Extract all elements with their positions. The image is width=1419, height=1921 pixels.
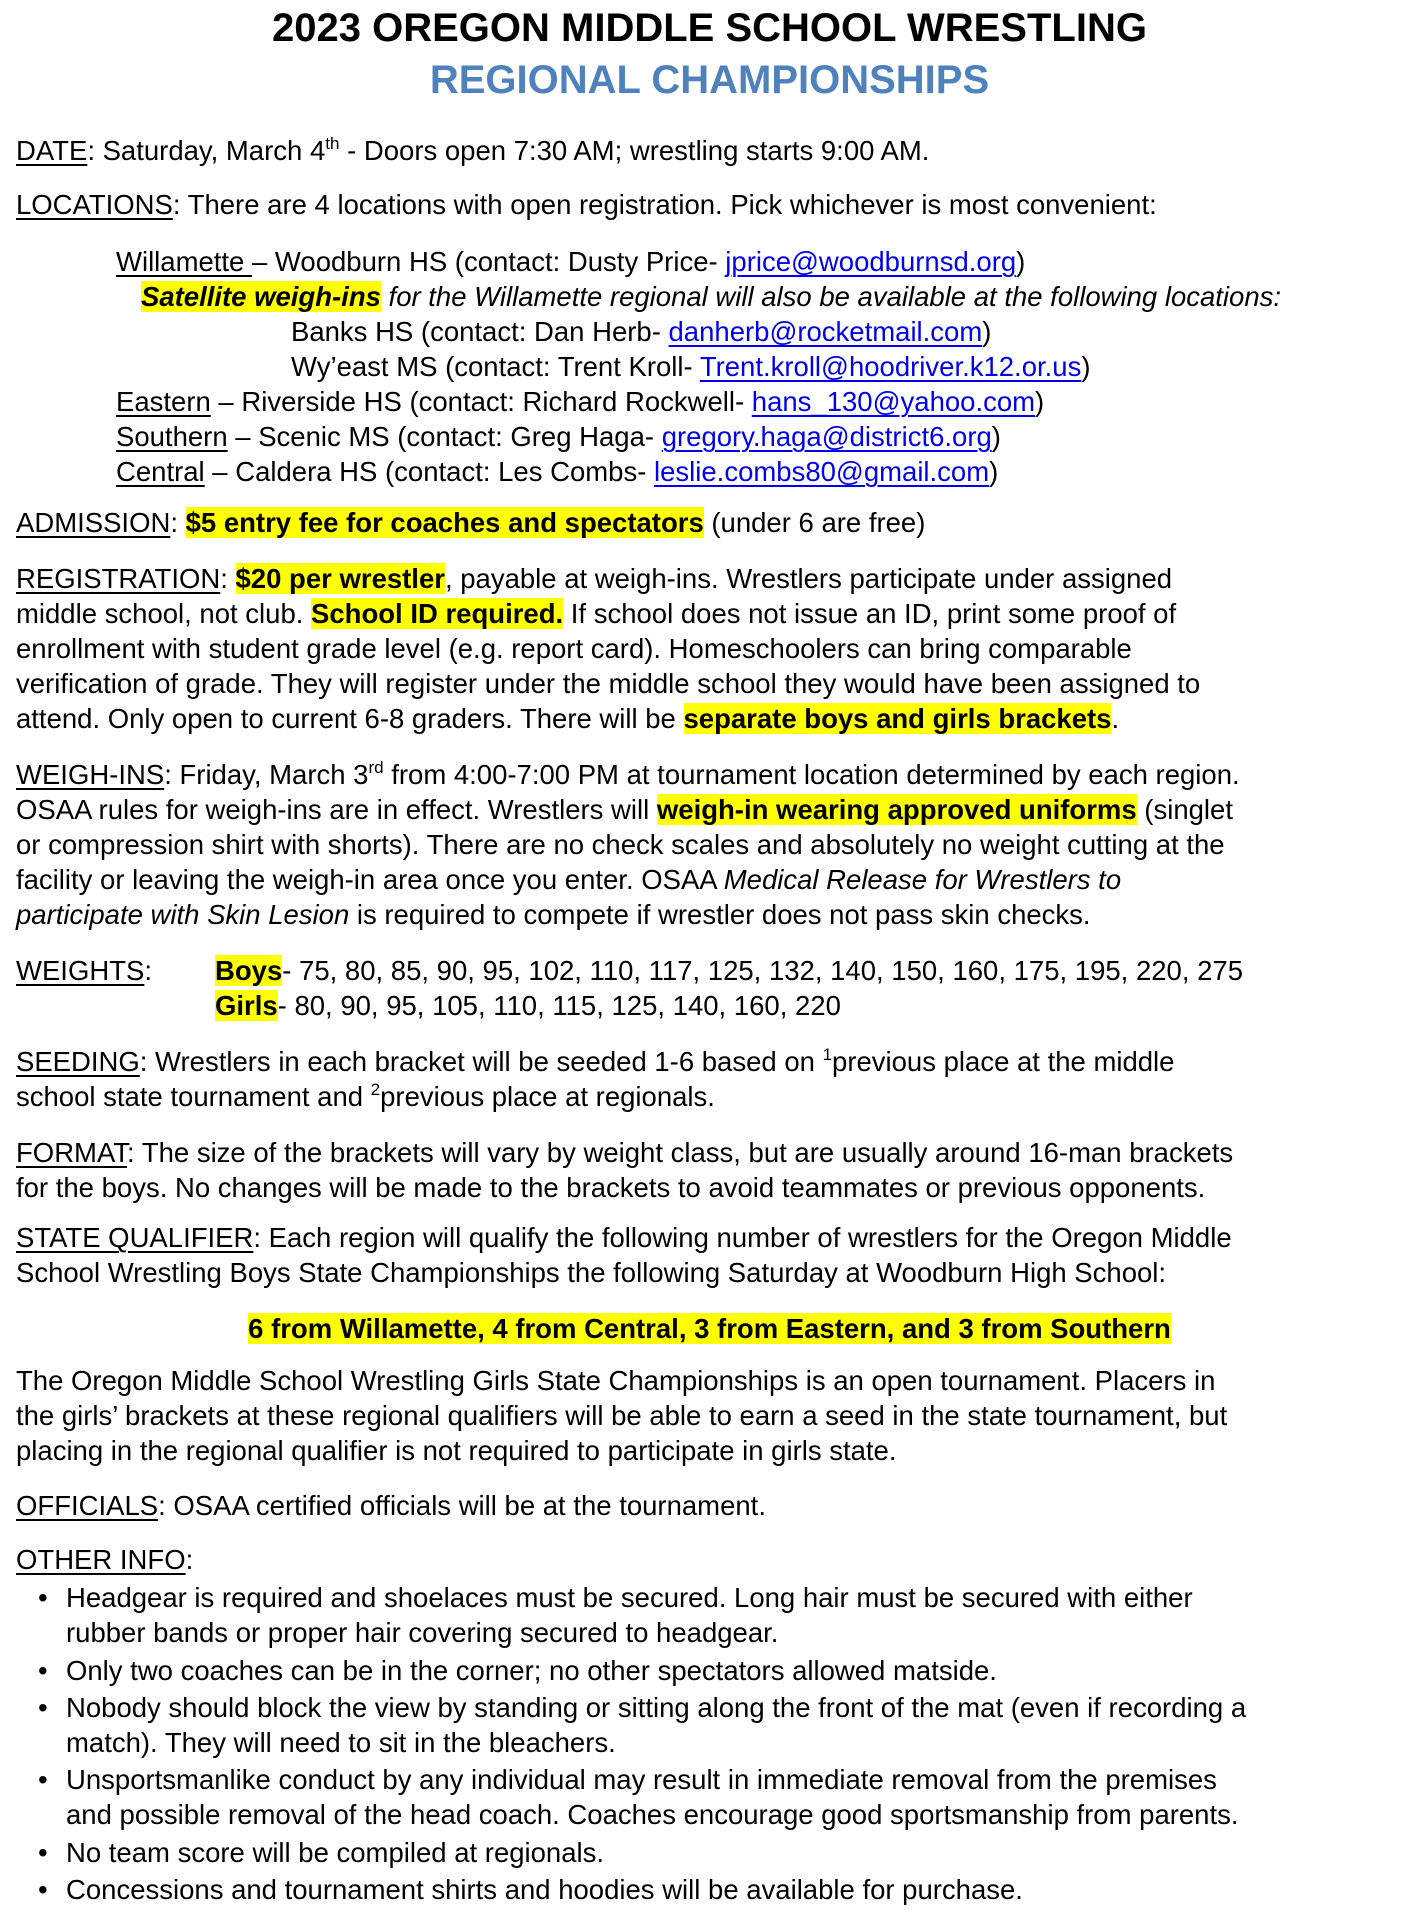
weights-label: WEIGHTS — [16, 955, 145, 986]
weighins-sup: rd — [368, 758, 384, 777]
bullet-item-3-cont: match). They will need to sit in the bleachers. — [66, 1727, 616, 1758]
weighins-label: WEIGH-INS — [16, 759, 165, 790]
eastern-close: ) — [1035, 386, 1045, 417]
girls-label: Girls — [215, 990, 278, 1021]
registration-text-1: , payable at weigh-ins. Wrestlers participate under assigned — [444, 563, 1173, 594]
weighins-text-2a: OSAA rules for weigh-ins are in effect. Wrestlers will — [16, 794, 657, 825]
weighins-line-4 — [16, 862, 1121, 897]
region-southern: Southern — [116, 421, 228, 452]
satellite-highlight: Satellite weigh-ins — [141, 281, 381, 312]
admission-fee: $5 entry fee for coaches and spectators — [185, 507, 704, 538]
satellite-line — [141, 279, 1281, 314]
central-close: ) — [989, 456, 999, 487]
bullet-item-2: • Only two coaches can be in the corner; no other spectators allowed matside. — [66, 1653, 997, 1688]
eastern-text: – Riverside HS (contact: Richard Rockwell- — [210, 386, 752, 417]
registration-line-5 — [16, 701, 1119, 736]
admission-rest: (under 6 are free) — [703, 507, 926, 538]
bullet-item-5: • No team score will be compiled at regionals. — [66, 1835, 604, 1870]
banks-email-link[interactable]: danherb@rocketmail.com — [668, 316, 983, 347]
girls-state-line-3: placing in the regional qualifier is not required to participate in girls state. — [16, 1435, 897, 1466]
weighins-line-5 — [16, 897, 1091, 932]
admission-label: ADMISSION — [16, 507, 171, 538]
region-central: Central — [116, 456, 205, 487]
weighins-text-1a: : Friday, March 3 — [164, 759, 369, 790]
separate-brackets: separate boys and girls brackets — [683, 703, 1112, 734]
willamette-close: ) — [1016, 246, 1026, 277]
seeding-sup-2: 2 — [370, 1080, 381, 1099]
weighins-text-2b: (singlet — [1136, 794, 1233, 825]
location-southern — [116, 419, 1001, 454]
seeding-label: SEEDING — [16, 1046, 140, 1077]
weighins-line-1 — [16, 757, 1240, 792]
date-label: DATE — [16, 135, 88, 166]
school-id-required: School ID required. — [311, 598, 564, 629]
weights-label-line — [16, 953, 152, 988]
weights-colon: : — [144, 955, 152, 986]
registration-text-2b: If school does not issue an ID, print some proof of — [563, 598, 1177, 629]
registration-text-5b: . — [1111, 703, 1120, 734]
location-willamette — [116, 244, 1025, 279]
state-qualifier-label: STATE QUALIFIER — [16, 1222, 254, 1253]
location-central — [116, 454, 998, 489]
weighins-text-5b: is required to compete if wrestler does not pass skin checks. — [349, 899, 1091, 930]
satellite-text: for the Willamette regional will also be available at the following locations: — [380, 281, 1282, 312]
other-info-label: OTHER INFO — [16, 1544, 186, 1575]
registration-fee: $20 per wrestler — [235, 563, 445, 594]
willamette-email-link[interactable]: jprice@woodburnsd.org — [725, 246, 1017, 277]
boys-weights: - 75, 80, 85, 90, 95, 102, 110, 117, 125, 132, 140, 150, 160, 175, 195, 220, 275 — [282, 955, 1243, 986]
other-info-line — [16, 1542, 193, 1577]
weights-girls — [215, 988, 841, 1023]
date-line — [16, 133, 929, 168]
girls-state-line-2: the girls’ brackets at these regional qualifiers will be able to earn a seed in the state tournament, but — [16, 1400, 1228, 1431]
medical-release-title-cont: participate with Skin Lesion — [16, 899, 350, 930]
officials-text: : OSAA certified officials will be at the tournament. — [158, 1490, 766, 1521]
bullet-item-3: • Nobody should block the view by standing or sitting along the front of the mat (even if recording a — [66, 1690, 1246, 1725]
locations-intro: : There are 4 locations with open registration. Pick whichever is most convenient: — [172, 189, 1157, 220]
admission-line — [16, 505, 925, 540]
region-eastern: Eastern — [116, 386, 211, 417]
state-qualifier-line-2: School Wrestling Boys State Championships the following Saturday at Woodburn High School: — [16, 1257, 1167, 1288]
central-email-link[interactable]: leslie.combs80@gmail.com — [654, 456, 990, 487]
weighins-line-2 — [16, 792, 1233, 827]
banks-close: ) — [982, 316, 992, 347]
registration-colon: : — [220, 563, 236, 594]
date-text-rest: - Doors open 7:30 AM; wrestling starts 9:00 AM. — [339, 135, 930, 166]
southern-close: ) — [991, 421, 1001, 452]
medical-release-title: Medical Release for Wrestlers to — [723, 864, 1122, 895]
location-banks — [291, 314, 991, 349]
location-eastern — [116, 384, 1044, 419]
central-text: – Caldera HS (contact: Les Combs- — [204, 456, 655, 487]
seeding-text-1b: previous place at the middle — [832, 1046, 1175, 1077]
seeding-text-1a: : Wrestlers in each bracket will be seeded 1-6 based on — [139, 1046, 823, 1077]
locations-line — [16, 187, 1157, 222]
format-text-1: : The size of the brackets will vary by weight class, but are usually around 16-man brackets — [127, 1137, 1234, 1168]
state-qualifier-text-1: : Each region will qualify the following number of wrestlers for the Oregon Middle — [253, 1222, 1232, 1253]
bullet-item-6: • Concessions and tournament shirts and hoodies will be available for purchase. — [66, 1872, 1023, 1907]
weighins-text-4a: facility or leaving the weigh-in area once you enter. OSAA — [16, 864, 724, 895]
officials-line — [16, 1488, 766, 1523]
date-text: : Saturday, March 4 — [87, 135, 326, 166]
format-line-1 — [16, 1135, 1233, 1170]
registration-line-1 — [16, 561, 1172, 596]
wyeast-close: ) — [1081, 351, 1091, 382]
location-wyeast — [291, 349, 1091, 384]
banks-text: Banks HS (contact: Dan Herb- — [291, 316, 669, 347]
qualifier-counts-line — [0, 1311, 1419, 1346]
seeding-text-2a: school state tournament and — [16, 1081, 371, 1112]
seeding-sup-1: 1 — [822, 1045, 833, 1064]
wyeast-email-link[interactable]: Trent.kroll@hoodriver.k12.or.us — [699, 351, 1082, 382]
approved-uniforms: weigh-in wearing approved uniforms — [656, 794, 1137, 825]
wyeast-text: Wy’east MS (contact: Trent Kroll- — [291, 351, 700, 382]
qualifier-counts: 6 from Willamette, 4 from Central, 3 from Eastern, and 3 from Southern — [248, 1313, 1171, 1344]
girls-weights: - 80, 90, 95, 105, 110, 115, 125, 140, 160, 220 — [277, 990, 841, 1021]
bullet-item-4-cont: and possible removal of the head coach. Coaches encourage good sportsmanship from parents. — [66, 1799, 1239, 1830]
format-line-2: for the boys. No changes will be made to the brackets to avoid teammates or previous opponents. — [16, 1172, 1206, 1203]
format-label: FORMAT — [16, 1137, 128, 1168]
registration-line-4: verification of grade. They will register under the middle school they would have been assigned to — [16, 668, 1201, 699]
boys-label: Boys — [215, 955, 283, 986]
region-willamette: Willamette — [116, 246, 252, 277]
bullet-item-1-cont: rubber bands or proper hair covering secured to headgear. — [66, 1617, 779, 1648]
eastern-email-link[interactable]: hans_130@yahoo.com — [751, 386, 1036, 417]
registration-text-5a: attend. Only open to current 6-8 graders. There will be — [16, 703, 684, 734]
southern-text: – Scenic MS (contact: Greg Haga- — [227, 421, 662, 452]
date-sup: th — [325, 134, 340, 153]
willamette-text: – Woodburn HS (contact: Dusty Price- — [252, 246, 726, 277]
weights-boys — [215, 953, 1243, 988]
weighins-text-1b: from 4:00-7:00 PM at tournament location determined by each region. — [383, 759, 1240, 790]
girls-state-line-1: The Oregon Middle School Wrestling Girls State Championships is an open tournament. Placers in — [16, 1365, 1216, 1396]
page-title: 2023 OREGON MIDDLE SCHOOL WRESTLING — [272, 6, 1147, 50]
southern-email-link[interactable]: gregory.haga@district6.org — [661, 421, 992, 452]
bullet-item-4: • Unsportsmanlike conduct by any individual may result in immediate removal from the premises — [66, 1762, 1217, 1797]
bullet-item-1: • Headgear is required and shoelaces must be secured. Long hair must be secured with either — [66, 1580, 1193, 1615]
registration-text-2a: middle school, not club. — [16, 598, 312, 629]
officials-label: OFFICIALS — [16, 1490, 159, 1521]
state-qualifier-line-1 — [16, 1220, 1232, 1255]
registration-line-3: enrollment with student grade level (e.g. report card). Homeschoolers can bring comparable — [16, 633, 1132, 664]
seeding-text-2b: previous place at regionals. — [380, 1081, 715, 1112]
seeding-line-2 — [16, 1079, 715, 1114]
page-subtitle: REGIONAL CHAMPIONSHIPS — [429, 58, 990, 102]
admission-colon: : — [170, 507, 186, 538]
other-info-colon: : — [185, 1544, 194, 1575]
registration-label: REGISTRATION — [16, 563, 221, 594]
weighins-line-3: or compression shirt with shorts). There are no check scales and absolutely no weight cutting at the — [16, 829, 1225, 860]
locations-label: LOCATIONS — [16, 189, 173, 220]
seeding-line-1 — [16, 1044, 1174, 1079]
registration-line-2 — [16, 596, 1176, 631]
